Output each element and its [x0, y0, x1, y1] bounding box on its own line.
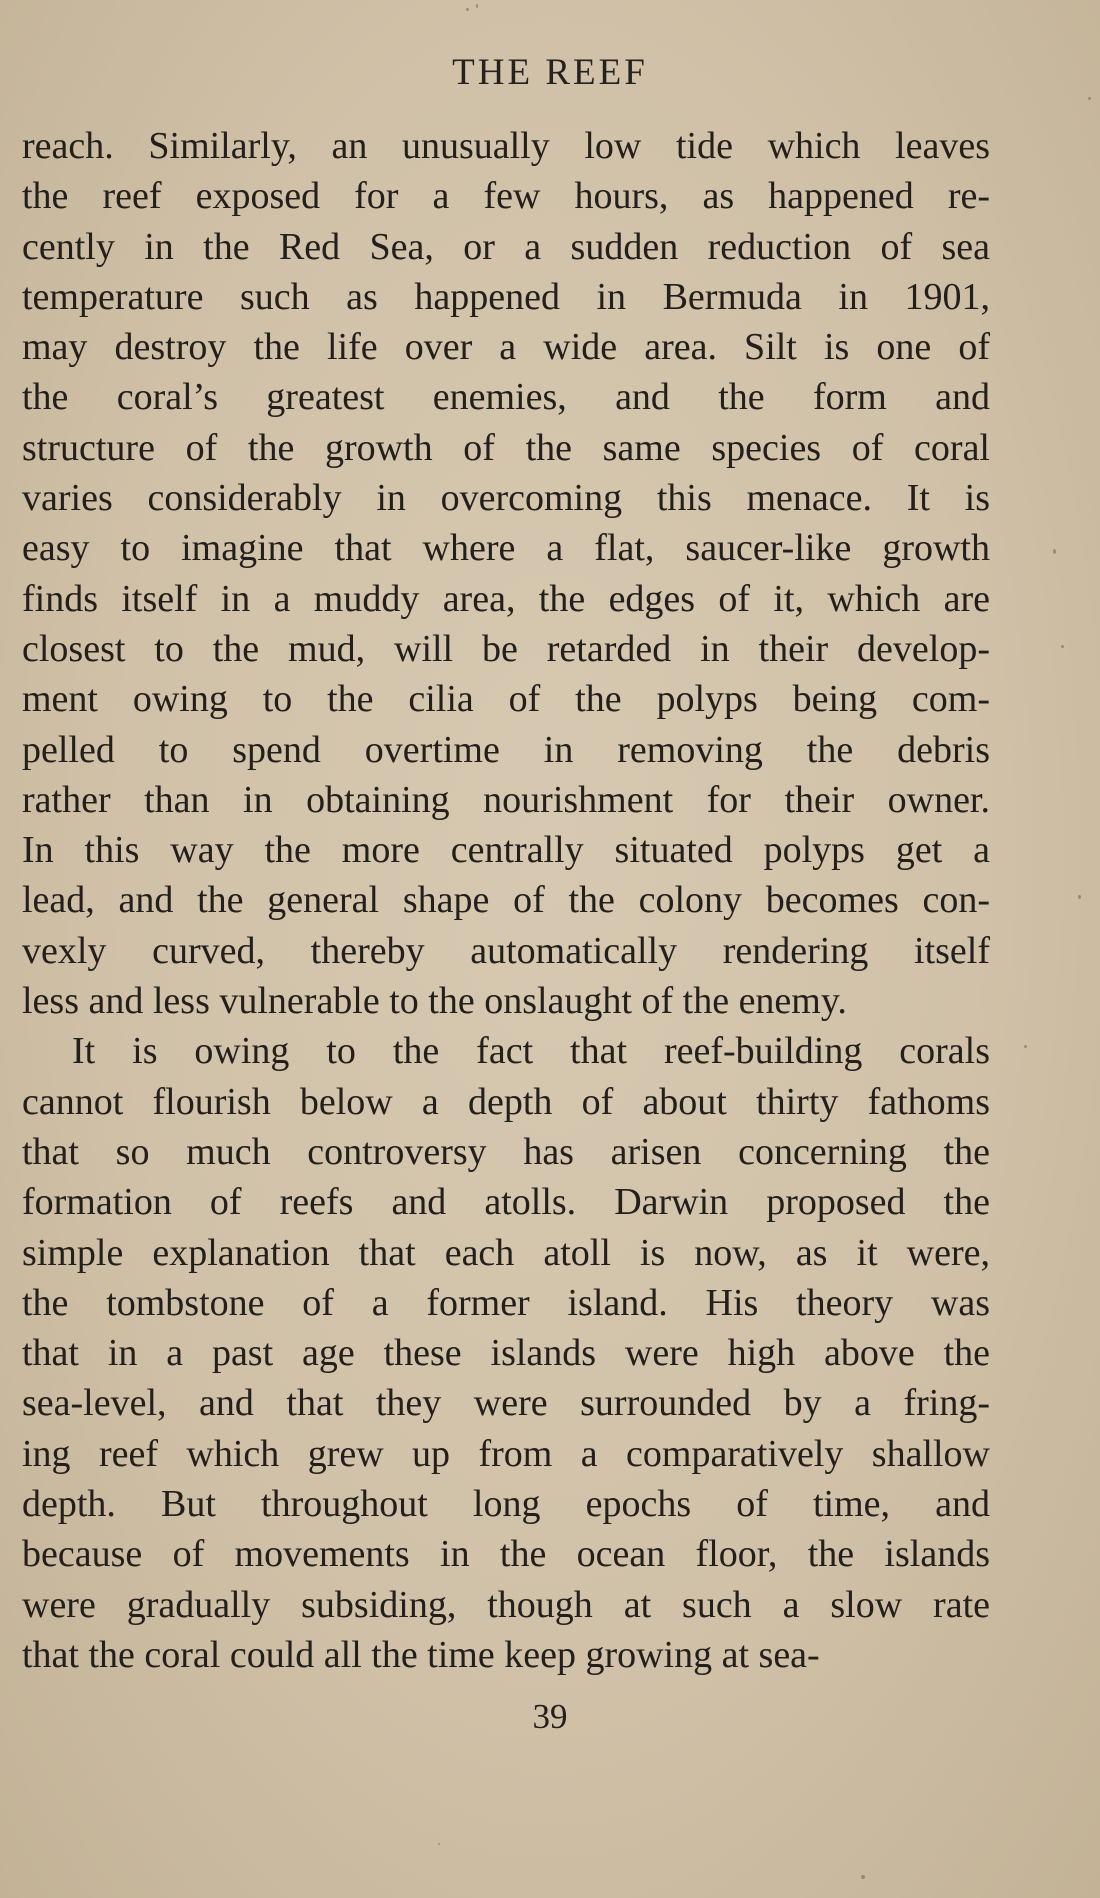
text-line: that so much controversy has arisen concerning the — [22, 1130, 990, 1173]
text-line: because of movements in the ocean floor, the islands — [22, 1533, 990, 1576]
text-line: that in a past age these islands were high above the — [22, 1332, 990, 1375]
text-line: cently in the Red Sea, or a sudden reduction of sea — [22, 225, 990, 268]
paper-speck — [861, 1875, 865, 1879]
paper-speck — [438, 1843, 440, 1845]
text-line: the coral’s greatest enemies, and the form and — [22, 376, 990, 419]
page-number: 39 — [532, 1697, 568, 1736]
running-head: THE REEF — [452, 52, 648, 93]
text-line: ing reef which grew up from a comparatively shallow — [22, 1432, 990, 1475]
text-line: that the coral could all the time keep growing at sea- — [22, 1633, 820, 1676]
text-line: lead, and the general shape of the colony becomes con- — [22, 879, 990, 922]
paper-speck — [1061, 645, 1064, 648]
text-line: reach. Similarly, an unusually low tide which leaves — [22, 125, 990, 167]
text-line: temperature such as happened in Bermuda in 1901, — [22, 275, 990, 318]
text-line: depth. But throughout long epochs of time, and — [22, 1483, 990, 1526]
body-text — [22, 121, 990, 1680]
text-line: varies considerably in overcoming this menace. It is — [22, 477, 990, 520]
text-line: It is owing to the fact that reef-building corals — [72, 1030, 990, 1073]
text-line: simple explanation that each atoll is now, as it were, — [22, 1231, 990, 1274]
paper-speck — [1053, 549, 1056, 554]
paper-speck — [466, 8, 469, 11]
text-line: In this way the more centrally situated polyps get a — [22, 829, 990, 872]
text-line: structure of the growth of the same species of coral — [22, 426, 990, 469]
text-line: the reef exposed for a few hours, as happened re- — [22, 175, 990, 218]
text-line: pelled to spend overtime in removing the debris — [22, 728, 990, 771]
text-line: vexly curved, thereby automatically rendering itself — [22, 929, 990, 972]
text-line: the tombstone of a former island. His theory was — [22, 1281, 990, 1324]
paper-speck — [476, 4, 478, 8]
text-line: sea-level, and that they were surrounded by a fring- — [22, 1382, 990, 1425]
text-line: easy to imagine that where a flat, saucer-like growth — [22, 527, 990, 570]
text-line: may destroy the life over a wide area. Silt is one of — [22, 326, 990, 369]
text-line: were gradually subsiding, though at such a slow rate — [22, 1583, 990, 1626]
paper-speck — [1024, 1045, 1027, 1048]
text-line: cannot flourish below a depth of about thirty fathoms — [22, 1080, 990, 1123]
text-line: formation of reefs and atolls. Darwin proposed the — [22, 1181, 990, 1224]
text-line: closest to the mud, will be retarded in their develop- — [22, 627, 990, 670]
text-line: finds itself in a muddy area, the edges of it, which are — [22, 577, 990, 620]
text-line: rather than in obtaining nourishment for their owner. — [22, 778, 990, 821]
text-line: ment owing to the cilia of the polyps being com- — [22, 678, 990, 721]
paper-speck — [1078, 895, 1081, 899]
text-line: less and less vulnerable to the onslaught of the enemy. — [22, 980, 847, 1023]
